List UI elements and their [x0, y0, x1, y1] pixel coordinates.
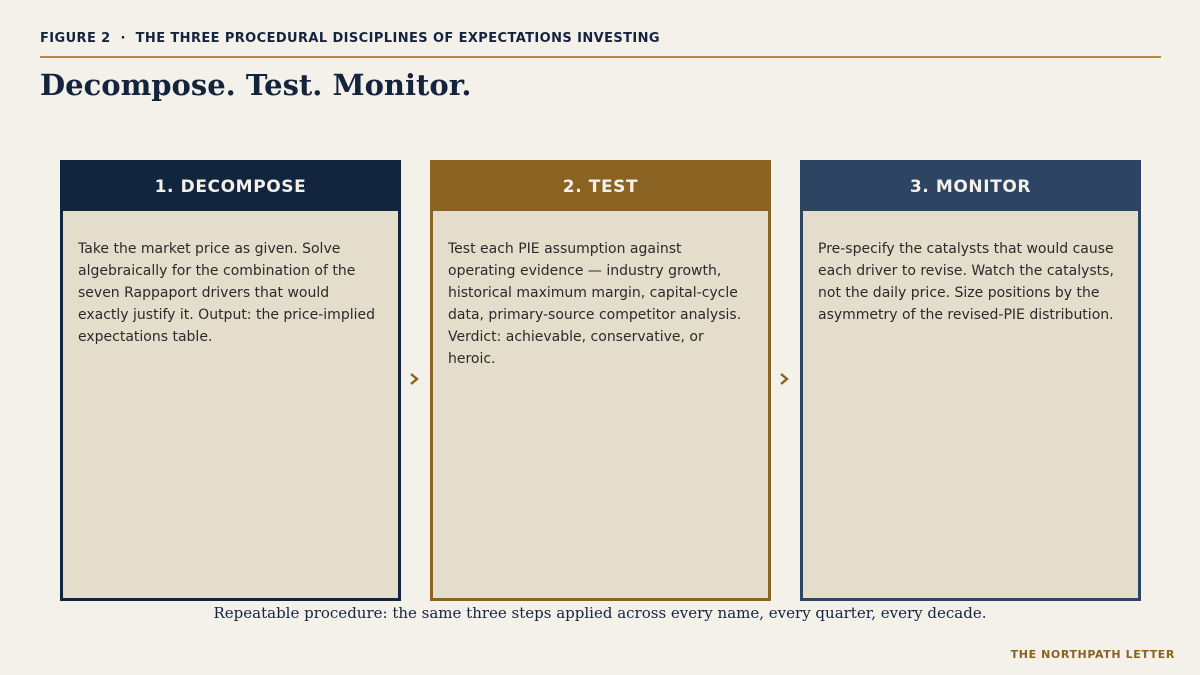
- step-card-header: 3. MONITOR: [803, 163, 1138, 211]
- step-card-text: Take the market price as given. Solve algebraically for the combination of the seven Rappaport drivers that would exactly justify it. Output: the price-implied expectations table.: [78, 241, 375, 345]
- step-card-header: 2. TEST: [433, 163, 768, 211]
- step-card-decompose: [60, 160, 401, 601]
- chevron-right-icon: [409, 368, 419, 390]
- page-title: Decompose. Test. Monitor.: [40, 68, 472, 102]
- step-card-text: Pre-specify the catalysts that would cause each driver to revise. Watch the catalysts, not the daily price. Size positions by the asymmetry of the revised-PIE distribution.: [818, 241, 1114, 323]
- figure-caption: Repeatable procedure: the same three steps applied across every name, every quarter, every decade.: [213, 604, 987, 622]
- step-card-monitor: [800, 160, 1141, 601]
- figure-eyebrow: FIGURE 2 · THE THREE PROCEDURAL DISCIPLINES OF EXPECTATIONS INVESTING: [40, 31, 660, 46]
- step-card-text: Test each PIE assumption against operating evidence — industry growth, historical maximum margin, capital-cycle data, primary-source competitor analysis. Verdict: achievable, conservative, or heroic.: [448, 241, 742, 367]
- step-card-header: 1. DECOMPOSE: [63, 163, 398, 211]
- publication-footer: THE NORTHPATH LETTER: [1010, 648, 1175, 661]
- header-rule: [40, 56, 1161, 58]
- chevron-right-icon: [779, 368, 789, 390]
- step-card-test: [430, 160, 771, 601]
